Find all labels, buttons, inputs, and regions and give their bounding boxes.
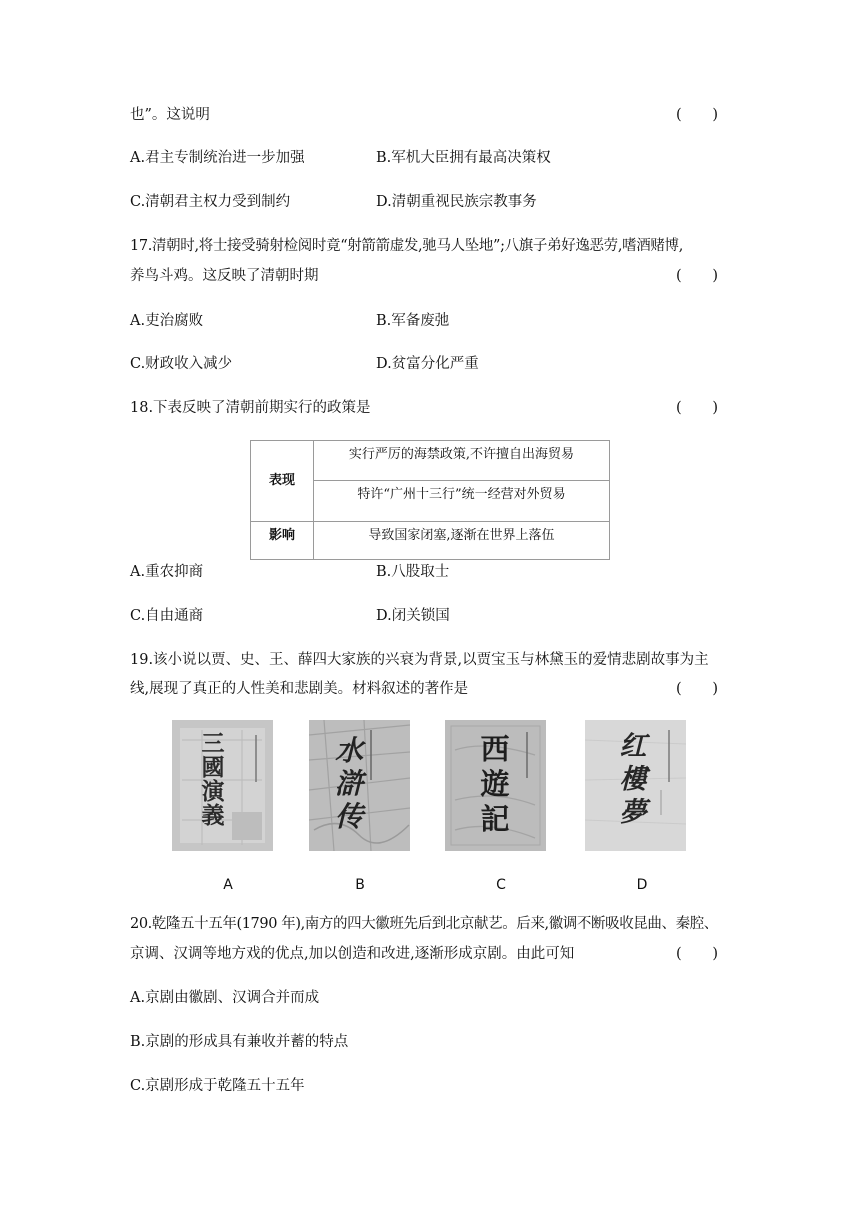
- cover-title-char: 義: [201, 802, 225, 829]
- q17-option-b: B.军备废弛: [376, 313, 450, 329]
- paren-open: (: [676, 107, 682, 123]
- table-head-influence: 影响: [251, 522, 314, 560]
- q20-option-a: A.京剧由徽剧、汉调合并而成: [130, 990, 320, 1006]
- paren-open: (: [676, 268, 682, 284]
- table-cell-guangzhou-13-hongs: 特许“广州十三行”统一经营对外贸易: [314, 481, 610, 522]
- q17-answer-blank: [676, 264, 718, 288]
- q19-stem-line1: 19.该小说以贾、史、王、薛四大家族的兴衰为背景,以贾宝玉与林黛玉的爱情悲剧故事为主: [130, 652, 709, 668]
- q19-stem-line2: 线,展现了真正的人性美和悲剧美。材料叙述的著作是: [130, 681, 469, 697]
- q16-stem-tail: 也”。这说明: [130, 107, 210, 123]
- q17-stem-line2: 养鸟斗鸡。这反映了清朝时期: [130, 268, 319, 284]
- book-cover-sanguo-yanyi: [172, 720, 273, 851]
- cover-caption-a: A: [223, 877, 233, 893]
- paren-close: ): [712, 107, 718, 123]
- book-cover-honglou-meng: [585, 720, 686, 851]
- q20-option-c: C.京剧形成于乾隆五十五年: [130, 1078, 305, 1094]
- q18-option-c: C.自由通商: [130, 608, 204, 624]
- table-cell-sea-ban: 实行严厉的海禁政策,不许擅自出海贸易: [314, 441, 610, 481]
- q16-option-d: D.清朝重视民族宗教事务: [376, 194, 537, 210]
- q16-option-b: B.军机大臣拥有最高决策权: [376, 150, 551, 166]
- q18-stem: 18.下表反映了清朝前期实行的政策是: [130, 400, 371, 416]
- cover-title-char: 水: [334, 734, 363, 767]
- paren-close: ): [712, 946, 718, 962]
- paren-open: (: [676, 681, 682, 697]
- q18-answer-blank: [676, 396, 718, 420]
- q19-answer-blank: [676, 677, 718, 701]
- q18-option-d: D.闭关锁国: [376, 608, 450, 624]
- q16-option-a: A.君主专制统治进一步加强: [130, 150, 305, 166]
- paren-close: ): [712, 400, 718, 416]
- cover-title-char: 國: [201, 754, 225, 781]
- q20-option-b: B.京剧的形成具有兼收并蓄的特点: [130, 1034, 349, 1050]
- book-cover-xiyou-ji: [445, 720, 546, 851]
- cover-title-char: 滸: [334, 767, 363, 800]
- table-cell-isolation: 导致国家闭塞,逐渐在世界上落伍: [314, 522, 610, 560]
- cover-title-char: 西: [480, 732, 510, 766]
- q16-option-c: C.清朝君主权力受到制约: [130, 194, 291, 210]
- table-head-performance: 表现: [251, 441, 314, 522]
- paren-open: (: [676, 400, 682, 416]
- cover-title-char: 夢: [619, 797, 647, 828]
- q18-option-b: B.八股取士: [376, 564, 450, 580]
- cover-title-char: 遊: [480, 767, 510, 801]
- cover-caption-b: B: [355, 877, 365, 893]
- cover-title-char: 記: [480, 802, 510, 836]
- q16-answer-blank: [676, 103, 718, 127]
- paren-close: ): [712, 268, 718, 284]
- cover-title-char: 樓: [619, 764, 647, 795]
- cover-caption-d: D: [636, 877, 648, 893]
- q20-answer-blank: [676, 942, 718, 966]
- q17-option-a: A.吏治腐败: [130, 313, 204, 329]
- q17-option-c: C.财政收入减少: [130, 356, 233, 372]
- cover-title-char: 红: [619, 731, 647, 762]
- book-cover-shuihu-zhuan: [309, 720, 410, 851]
- paren-open: (: [676, 946, 682, 962]
- cover-caption-c: C: [496, 877, 506, 893]
- paren-close: ): [712, 681, 718, 697]
- cover-title-char: 传: [334, 800, 363, 833]
- cover-title-char: 三: [201, 730, 225, 757]
- q20-stem-line1: 20.乾隆五十五年(1790 年),南方的四大徽班先后到北京献艺。后来,徽调不断吸收昆曲、秦腔、: [130, 916, 718, 932]
- q18-option-a: A.重农抑商: [130, 564, 204, 580]
- q17-stem-line1: 17.清朝时,将士接受骑射检阅时竟“射箭箭虚发,驰马人坠地”;八旗子弟好逸恶劳,嗜酒赌博,: [130, 238, 683, 254]
- cover-title-char: 演: [201, 778, 225, 805]
- policy-table: [250, 440, 610, 560]
- q17-option-d: D.贫富分化严重: [376, 356, 479, 372]
- q20-stem-line2: 京调、汉调等地方戏的优点,加以创造和改进,逐渐形成京剧。由此可知: [130, 946, 575, 962]
